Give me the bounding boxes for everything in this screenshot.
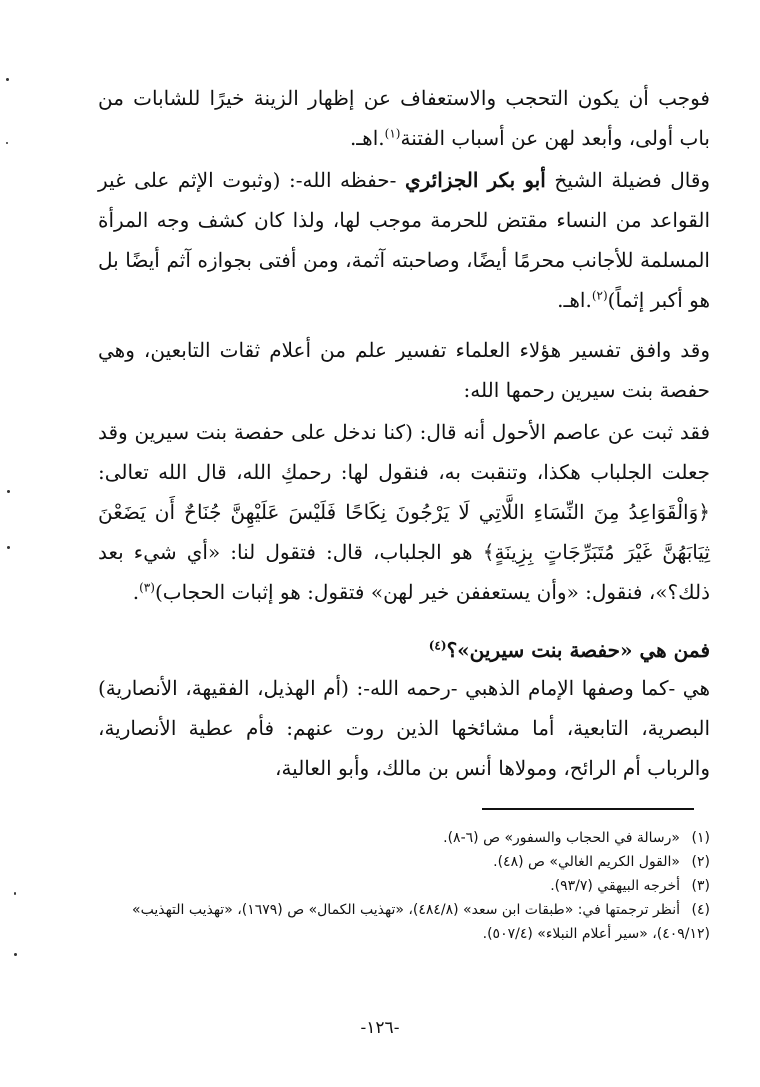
paragraph-2-text: -حفظه الله-: (وثبوت الإثم على غير القواعد من النساء مقتض للحرمة موجب لها، ولذا كان كشف وجه المرأة المسلمة للأجانب محرمًا أيضًا، وصاحبته آثمة، ومن أفتى بجوازه آثم أيضًا بل هو أكبر إثماً) — [98, 168, 710, 312]
footnote-number: (٢) — [691, 854, 710, 870]
footnote-number: (١) — [691, 830, 710, 846]
paragraph-4-text-a: فقد ثبت عن عاصم الأحول أنه قال: (كنا ندخل على حفصة بنت سيرين وقد جعلت الجلباب هكذا، وتنقبت به، فنقول لها: رحمكِ الله، قال الله تعالى: — [98, 420, 710, 484]
footnote-4 — [98, 898, 710, 946]
footnote-number: (٣) — [691, 878, 710, 894]
paragraph-3-text: وقد وافق تفسير هؤلاء العلماء تفسير علم من أعلام ثقات التابعين، وهي حفصة بنت سيرين رحمها الله: — [98, 338, 710, 402]
footnote-1 — [98, 826, 710, 850]
footnote-text: أخرجه البيهقي (٩٣/٧). — [550, 878, 680, 894]
paragraph-4-text-b: هو الجلباب، قال: فتقول لنا: «أي شيء بعد ذلك؟»، فنقول: «وأن يستعففن خير لهن» فتقول: هو إثبات الحجاب) — [98, 540, 710, 604]
paragraph-1 — [98, 78, 710, 158]
scan-speck — [14, 892, 16, 895]
paragraph-4 — [98, 412, 710, 612]
scholar-name: أبو بكر الجزائري — [404, 168, 546, 192]
scan-speck — [6, 78, 9, 81]
paragraph-1-text: فوجب أن يكون التحجب والاستعفاف عن إظهار الزينة خيرًا للشابات من باب أولى، وأبعد لهن عن أسباب الفتنة — [98, 86, 710, 150]
footnote-ref-3[interactable]: (٣) — [139, 580, 155, 595]
scan-speck — [14, 953, 17, 956]
paragraph-2-end: .اهـ. — [557, 288, 592, 312]
footnote-number: (٤) — [691, 902, 710, 918]
paragraph-3 — [98, 330, 710, 410]
footnote-ref-2[interactable]: (٢) — [591, 288, 608, 303]
footnote-2 — [98, 850, 710, 874]
paragraph-2 — [98, 160, 710, 320]
footnote-divider — [482, 808, 694, 810]
footnote-text: «القول الكريم الغالي» ص (٤٨). — [493, 854, 680, 870]
footnote-text: أنظر ترجمتها في: «طبقات ابن سعد» (٤٨٤/٨)، «تهذيب الكمال» ص (١٦٧٩)، «تهذيب التهذيب» (٤٠٩/١٢)، «سير أعلام النبلاء» (٥٠٧/٤). — [132, 902, 710, 942]
quran-verse: ﴿وَالْقَوَاعِدُ مِنَ النِّسَاءِ اللَّاتِي لَا يَرْجُونَ نِكَاحًا فَلَيْسَ عَلَيْهِنَّ جُنَاحٌ أَن يَضَعْنَ ثِيَابَهُنَّ غَيْرَ مُتَبَرِّجَاتٍ بِزِينَةٍ﴾ — [98, 500, 710, 564]
footnote-text: «رسالة في الحجاب والسفور» ص (٦-٨). — [443, 830, 680, 846]
page-number: -١٢٦- — [360, 1018, 400, 1038]
paragraph-2-intro: وقال فضيلة الشيخ — [554, 168, 711, 192]
paragraph-1-end: .اهـ. — [349, 126, 385, 150]
scan-speck — [7, 490, 10, 493]
footnote-3 — [98, 874, 710, 898]
scan-speck — [7, 546, 10, 549]
paragraph-6 — [98, 668, 710, 788]
paragraph-6-text: هي -كما وصفها الإمام الذهبي -رحمه الله-: (أم الهذيل، الفقيهة، الأنصارية) البصرية، التابعية، أما مشائخها الذين روت عنهم: فأم عطية الأنصارية، والرباب أم الرائح، ومولاها أنس بن مالك، وأبو العالية، — [98, 676, 710, 780]
section-heading-text: فمن هي «حفصة بنت سيرين»؟ — [446, 638, 710, 662]
section-heading — [98, 630, 710, 670]
scan-speck — [6, 142, 8, 144]
paragraph-4-end: . — [132, 580, 140, 604]
footnotes — [98, 826, 710, 946]
footnote-ref-4[interactable]: (٤) — [428, 638, 447, 653]
footnote-ref-1[interactable]: (١) — [384, 126, 401, 141]
